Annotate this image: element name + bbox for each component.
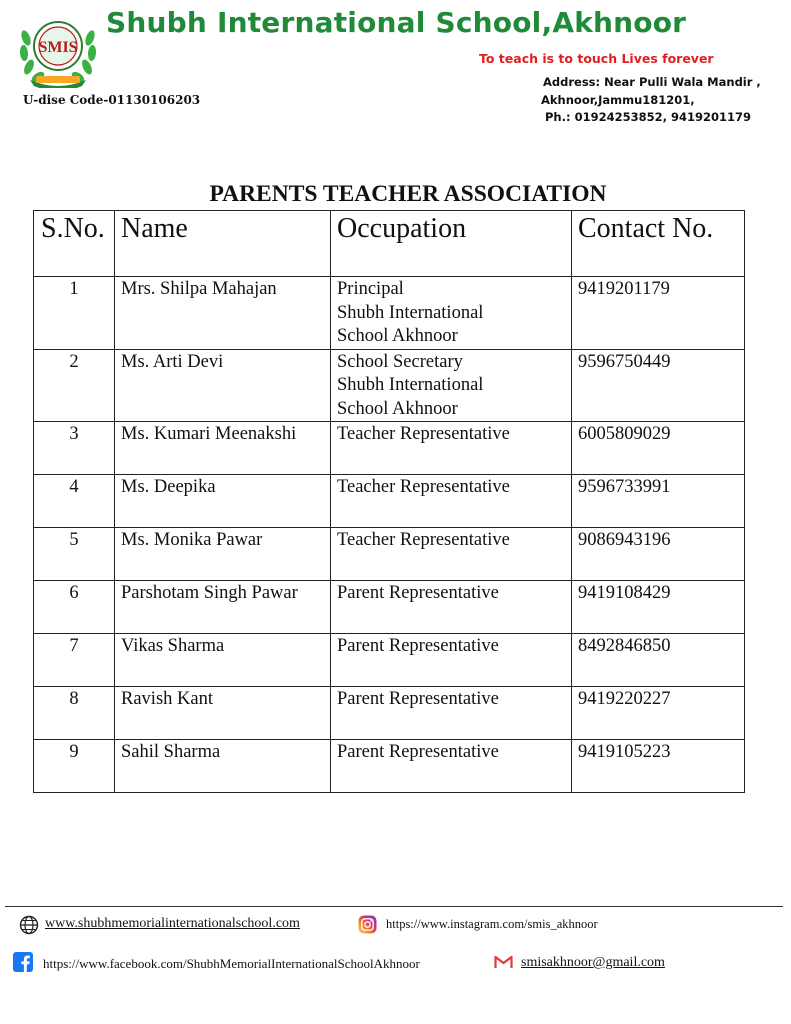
school-motto: To teach is to touch Lives forever [479,51,714,66]
occupation-line: Parent Representative [337,742,499,762]
instagram-link[interactable]: https://www.instagram.com/smis_akhnoor [386,917,598,931]
table-row [34,475,745,528]
occupation-line: Shubh International [337,302,484,323]
school-name: Shubh International School,Akhnoor [106,6,687,39]
occupation-line: School Akhnoor [337,398,458,419]
facebook-icon[interactable] [13,952,33,972]
cell-contact: 9596750449 [572,349,745,422]
header-occupation: Occupation [331,211,572,277]
cell-sno: 8 [34,687,115,740]
cell-occupation [331,581,572,634]
cell-sno: 9 [34,740,115,793]
occupation-line: Teacher Representative [337,530,510,550]
table-row [34,422,745,475]
gmail-icon[interactable] [494,955,513,969]
occupation-line: Shubh International [337,375,484,395]
cell-occupation [331,422,572,475]
facebook-link[interactable]: https://www.facebook.com/ShubhMemorialInternationalSchoolAkhnoor [43,956,420,971]
cell-name: Ms. Kumari Meenakshi [115,422,331,475]
cell-occupation [331,349,572,422]
cell-contact: 9596733991 [572,475,745,528]
cell-contact: 6005809029 [572,422,745,475]
cell-name: Ms. Monika Pawar [115,528,331,581]
cell-sno: 6 [34,581,115,634]
occupation-line: Teacher Representative [337,424,510,444]
cell-occupation [331,528,572,581]
cell-sno: 2 [34,349,115,422]
logo-text: SMIS [38,39,78,56]
cell-name: Ms. Deepika [115,475,331,528]
cell-occupation [331,634,572,687]
table-row [34,740,745,793]
cell-contact: 9419220227 [572,687,745,740]
footer-divider [5,906,783,907]
globe-icon [19,915,39,935]
occupation-line: Parent Representative [337,689,499,709]
cell-name: Mrs. Shilpa Mahajan [115,277,331,350]
cell-sno: 3 [34,422,115,475]
table-header-row [34,211,745,277]
table-row [34,349,745,422]
cell-sno: 5 [34,528,115,581]
udise-code: U-dise Code-01130106203 [23,93,201,107]
cell-sno: 7 [34,634,115,687]
cell-occupation [331,740,572,793]
occupation-line: School Secretary [337,351,463,372]
occupation-line: School Akhnoor [337,326,458,346]
pta-members-table [33,210,745,793]
cell-contact: 8492846850 [572,634,745,687]
table-row [34,687,745,740]
occupation-line: Parent Representative [337,583,499,603]
cell-contact: 9419105223 [572,740,745,793]
table-row [34,581,745,634]
address-line-1: Address: Near Pulli Wala Mandir , [543,75,761,89]
cell-occupation [331,475,572,528]
cell-sno: 1 [34,277,115,350]
cell-name: Ms. Arti Devi [115,349,331,422]
table-row [34,528,745,581]
header-name: Name [115,211,331,277]
occupation-line: Teacher Representative [337,477,510,497]
header-contact: Contact No. [572,211,745,277]
table-row [34,634,745,687]
occupation-line: Parent Representative [337,636,499,656]
document-title: PARENTS TEACHER ASSOCIATION [209,181,607,207]
phone-line: Ph.: 01924253852, 9419201179 [545,110,751,124]
cell-contact: 9419201179 [572,277,745,350]
header-sno: S.No. [34,211,115,277]
school-logo [16,8,100,88]
cell-contact: 9419108429 [572,581,745,634]
occupation-line: Principal [337,279,404,299]
cell-name: Parshotam Singh Pawar [115,581,331,634]
cell-sno: 4 [34,475,115,528]
email-link[interactable]: smisakhnoor@gmail.com [521,955,665,970]
cell-occupation [331,687,572,740]
address-line-2: Akhnoor,Jammu181201, [541,93,695,107]
instagram-icon[interactable] [358,915,377,934]
cell-occupation [331,277,572,350]
cell-contact: 9086943196 [572,528,745,581]
cell-name: Sahil Sharma [115,740,331,793]
cell-name: Ravish Kant [115,687,331,740]
website-link[interactable]: www.shubhmemorialinternationalschool.com [45,916,300,931]
table-row [34,277,745,350]
cell-name: Vikas Sharma [115,634,331,687]
